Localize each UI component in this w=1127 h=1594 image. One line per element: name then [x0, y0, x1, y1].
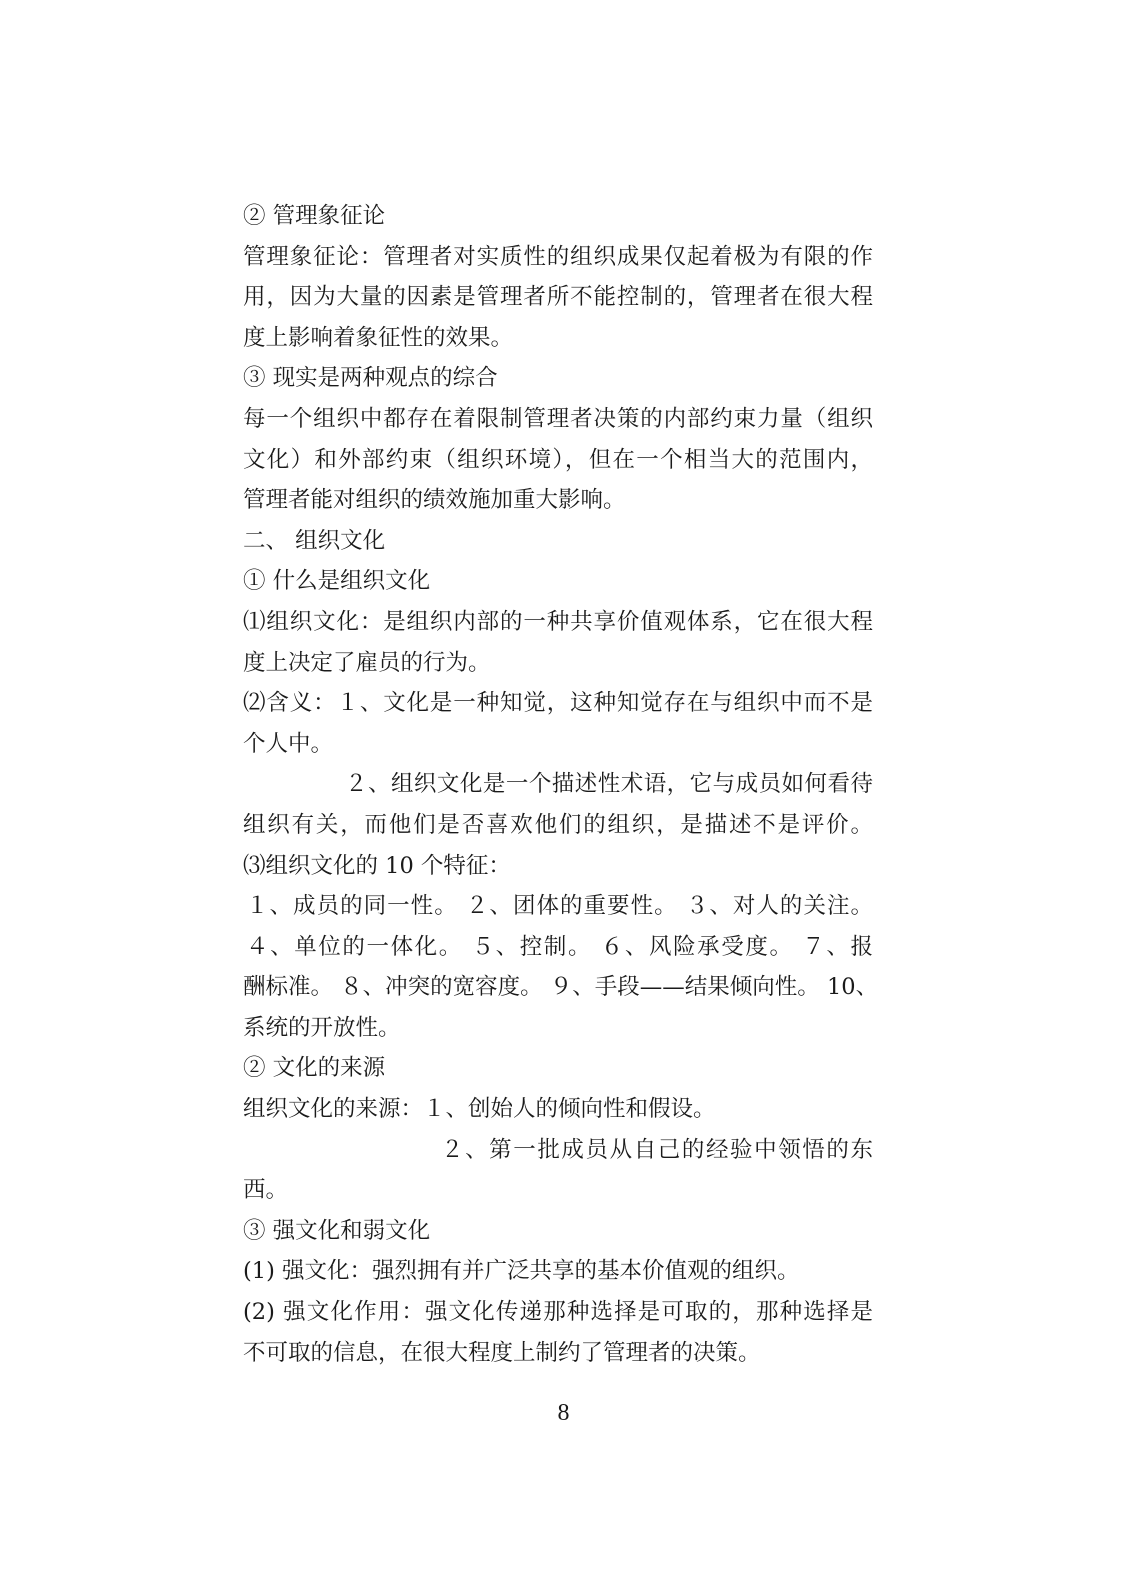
paragraph-line: 不可取的信息，在很大程度上制约了管理者的决策。: [243, 1339, 761, 1366]
page-body: [243, 196, 879, 1373]
section-heading-organizational-culture: 二、 组织文化: [243, 527, 386, 554]
subheading-synthesis: ③ 现实是两种观点的综合: [243, 365, 498, 392]
paragraph-line: 每一个组织中都存在着限制管理者决策的内部约束力量（组织: [243, 405, 873, 432]
paragraph-line: (1) 强文化：强烈拥有并广泛共享的基本价值观的组织。: [243, 1258, 800, 1285]
paragraph-line: 文化）和外部约束（组织环境），但在一个相当大的范围内，: [243, 446, 873, 473]
paragraph-line: 西。: [243, 1177, 289, 1204]
paragraph-line-indented: ２、第一批成员从自己的经验中领悟的东: [441, 1136, 873, 1163]
paragraph-line: 组织文化的来源：１、创始人的倾向性和假设。: [243, 1096, 716, 1123]
list-heading-ten-features: ⑶组织文化的 10 个特征：: [243, 852, 511, 879]
feature-list-line: 系统的开放性。: [243, 1014, 401, 1041]
page-number: 8: [557, 1400, 570, 1426]
subheading-management-symbolism: ② 管理象征论: [243, 203, 386, 229]
paragraph-line: (2) 强文化作用：强文化传递那种选择是可取的，那种选择是: [243, 1299, 873, 1326]
subheading-what-is-culture: ① 什么是组织文化: [243, 568, 431, 595]
paragraph-line: 管理者能对组织的绩效施加重大影响。: [243, 487, 626, 514]
feature-list-line: 酬标准。 ８、冲突的宽容度。 ９、手段——结果倾向性。 10、: [243, 974, 879, 1001]
subheading-culture-sources: ② 文化的来源: [243, 1055, 386, 1082]
paragraph-line: 组织有关，而他们是否喜欢他们的组织，是描述不是评价。: [243, 811, 873, 838]
feature-list-line: ４、单位的一体化。 ５、控制。 ６、风险承受度。 ７、报: [246, 933, 873, 960]
paragraph-line: ⑴组织文化：是组织内部的一种共享价值观体系，它在很大程: [243, 608, 873, 635]
paragraph-line: 个人中。: [243, 730, 334, 757]
paragraph-line: 管理象征论：管理者对实质性的组织成果仅起着极为有限的作: [243, 243, 873, 270]
feature-list-line: １、成员的同一性。 ２、团体的重要性。 ３、对人的关注。: [246, 893, 873, 920]
subheading-strong-weak-culture: ③ 强文化和弱文化: [243, 1217, 431, 1244]
paragraph-line-indented: ２、组织文化是一个描述性术语，它与成员如何看待: [345, 771, 873, 798]
paragraph-line: 度上决定了雇员的行为。: [243, 649, 491, 676]
paragraph-line: 度上影响着象征性的效果。: [243, 324, 514, 351]
paragraph-line: ⑵含义：１、文化是一种知觉，这种知觉存在与组织中而不是: [243, 690, 873, 717]
paragraph-line: 用，因为大量的因素是管理者所不能控制的，管理者在很大程: [243, 284, 873, 311]
